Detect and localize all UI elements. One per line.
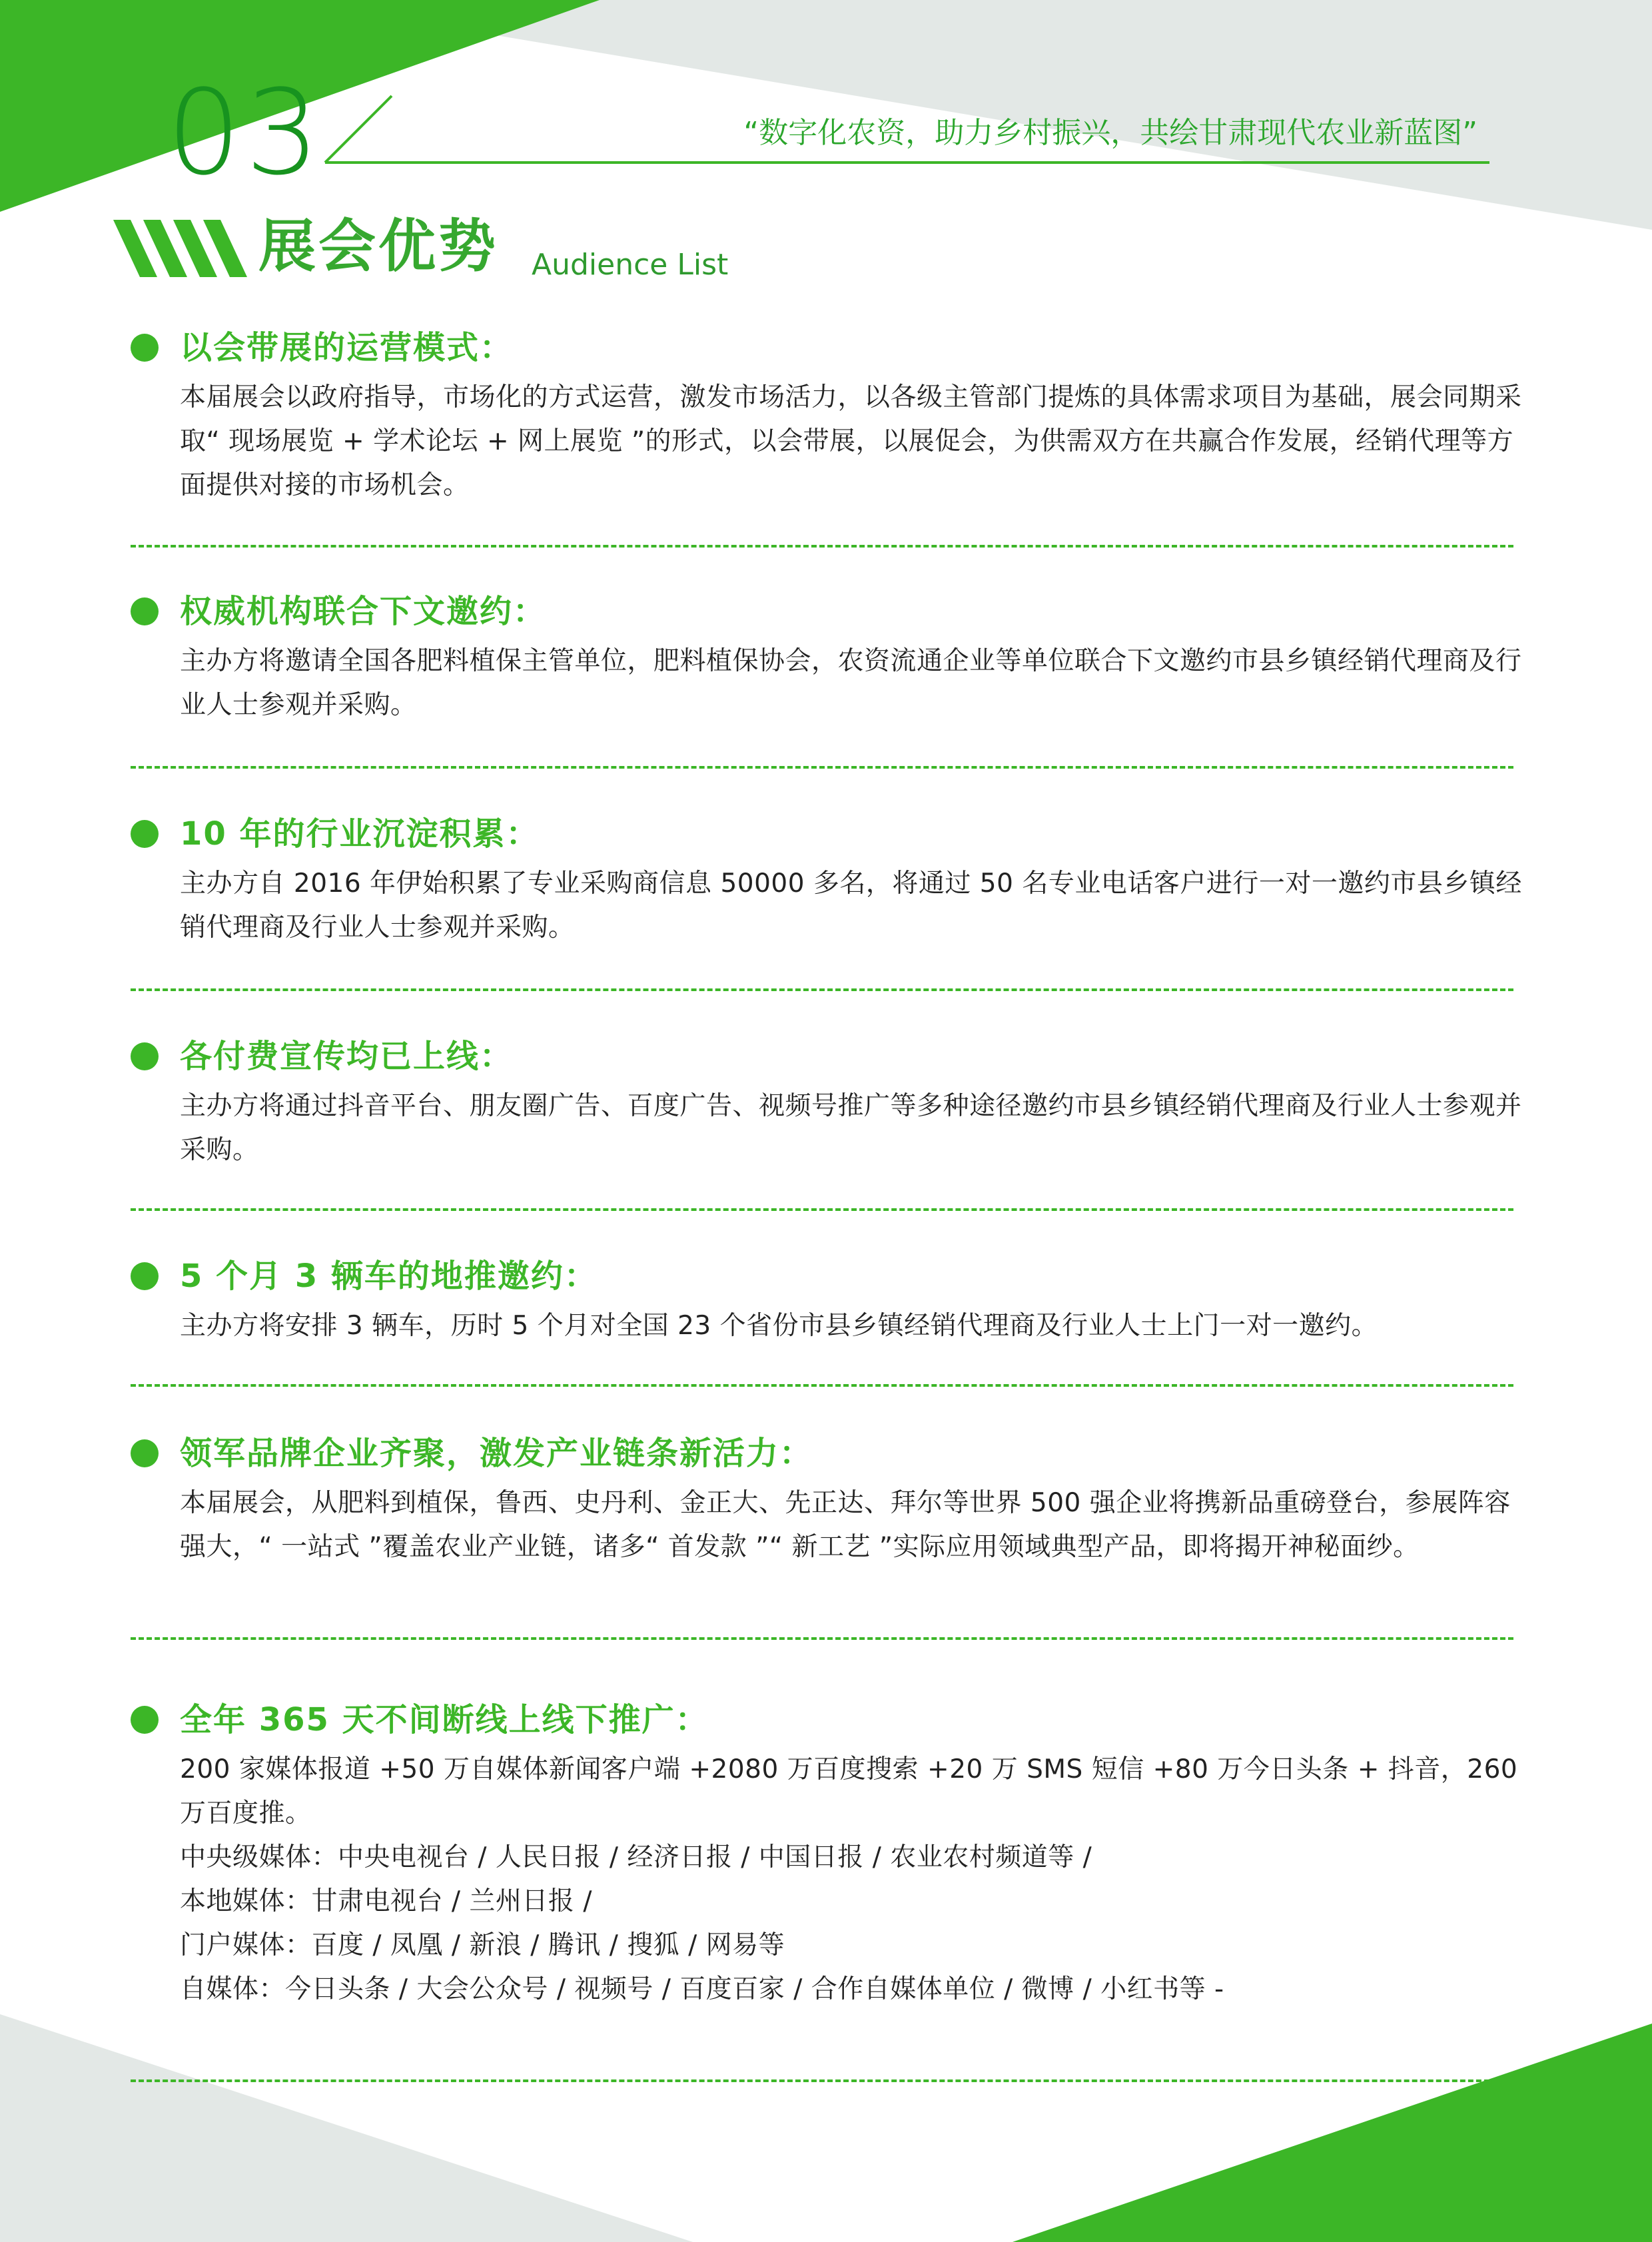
section-heading: [131, 320, 1529, 376]
advantage-section-4: [131, 1028, 1529, 1172]
dashed-divider: [131, 545, 1513, 548]
advantage-section-5: [131, 1248, 1529, 1348]
bullet-dot-icon: [131, 1042, 159, 1070]
section-subtitle: Audience List: [532, 248, 729, 282]
advantage-section-2: [131, 583, 1529, 727]
slogan: “数字化农资，助力乡村振兴，共绘甘肃现代农业新蓝图”: [743, 116, 1477, 150]
section-heading: [131, 1248, 1529, 1304]
bullet-dot-icon: [131, 820, 159, 848]
section-heading: [131, 1692, 1529, 1748]
section-heading-text: 领军品牌企业齐聚，激发产业链条新活力：: [180, 1435, 813, 1472]
dashed-divider: [131, 1637, 1513, 1640]
section-paragraph: 主办方将安排 3 辆车，历时 5 个月对全国 23 个省份市县乡镇经销代理商及行业人士上门一对一邀约。: [180, 1311, 1378, 1341]
advantage-section-6: [131, 1425, 1529, 1569]
section-heading: [131, 806, 1529, 862]
section-body: [131, 1481, 1528, 1569]
advantage-section-7: [131, 1692, 1529, 2012]
section-paragraph: 本届展会以政府指导，市场化的方式运营，激发市场活力，以各级主管部门提炼的具体需求项目为基础，展会同期采取“ 现场展览 + 学术论坛 + 网上展览 ”的形式，以会带展，以展促会，为供需双方在共赢合作发展，经销代理等方面提供对接的市场机会。: [180, 382, 1522, 500]
section-heading-text: 全年 365 天不间断线上线下推广：: [180, 1701, 709, 1738]
media-list-central: 中央级媒体：中央电视台 / 人民日报 / 经济日报 / 中国日报 / 农业农村频道等 /: [180, 1842, 1092, 1872]
section-paragraph: 主办方将邀请全国各肥料植保主管单位，肥料植保协会，农资流通企业等单位联合下文邀约市县乡镇经销代理商及行业人士参观并采购。: [180, 646, 1522, 720]
section-body: [131, 1304, 1528, 1348]
bullet-dot-icon: [131, 1439, 159, 1467]
advantage-section-1: [131, 320, 1529, 508]
media-list-portal: 门户媒体：百度 / 凤凰 / 新浪 / 腾讯 / 搜狐 / 网易等: [180, 1930, 785, 1960]
section-heading-text: 5 个月 3 辆车的地推邀约：: [180, 1258, 598, 1295]
section-body: [131, 376, 1528, 508]
page-number: 03: [167, 65, 324, 201]
section-heading-text: 各付费宣传均已上线：: [180, 1038, 514, 1075]
bullet-dot-icon: [131, 597, 159, 625]
section-paragraph: 主办方将通过抖音平台、朋友圈广告、百度广告、视频号推广等多种途径邀约市县乡镇经销代理商及行业人士参观并采购。: [180, 1091, 1522, 1165]
media-list-local: 本地媒体：甘肃电视台 / 兰州日报 /: [180, 1886, 592, 1916]
section-paragraph: 200 家媒体报道 +50 万自媒体新闻客户端 +2080 万百度搜索 +20 万 SMS 短信 +80 万今日头条 + 抖音，260 万百度推。: [180, 1754, 1518, 1828]
advantage-section-3: [131, 806, 1529, 950]
section-title: 展会优势: [258, 213, 498, 280]
section-paragraph: 本届展会，从肥料到植保，鲁西、史丹利、金正大、先正达、拜尔等世界 500 强企业将携新品重磅登台，参展阵容强大，“ 一站式 ”覆盖农业产业链，诸多“ 首发款 ”“ 新工艺 ”实际应用领域典型产品，即将揭开神秘面纱。: [180, 1488, 1511, 1562]
stripes-icon: [113, 220, 247, 277]
bullet-dot-icon: [131, 334, 159, 362]
section-heading: [131, 1425, 1529, 1481]
section-heading-text: 权威机构联合下文邀约：: [180, 593, 547, 630]
section-body: [131, 639, 1528, 727]
section-paragraph: 主办方自 2016 年伊始积累了专业采购商信息 50000 多名，将通过 50 名专业电话客户进行一对一邀约市县乡镇经销代理商及行业人士参观并采购。: [180, 869, 1522, 942]
header-slash-line: [325, 96, 392, 163]
section-body: [131, 1748, 1528, 2012]
section-body: [131, 862, 1528, 950]
bottom-left-gray-shape: [0, 2014, 693, 2242]
dashed-divider: [131, 988, 1513, 991]
bottom-right-green-triangle: [1013, 2024, 1652, 2242]
section-heading: [131, 1028, 1529, 1084]
media-list-self-media: 自媒体：今日头条 / 大会公众号 / 视频号 / 百度百家 / 合作自媒体单位 / 微博 / 小红书等 -: [180, 1974, 1224, 2004]
section-heading-text: 以会带展的运营模式：: [180, 329, 514, 366]
dashed-divider: [131, 1384, 1513, 1387]
section-body: [131, 1084, 1528, 1172]
section-heading-text: 10 年的行业沉淀积累：: [180, 815, 540, 853]
bullet-dot-icon: [131, 1706, 159, 1734]
dashed-divider: [131, 2079, 1513, 2082]
dashed-divider: [131, 766, 1513, 769]
section-heading: [131, 583, 1529, 639]
bullet-dot-icon: [131, 1262, 159, 1290]
dashed-divider: [131, 1208, 1513, 1211]
